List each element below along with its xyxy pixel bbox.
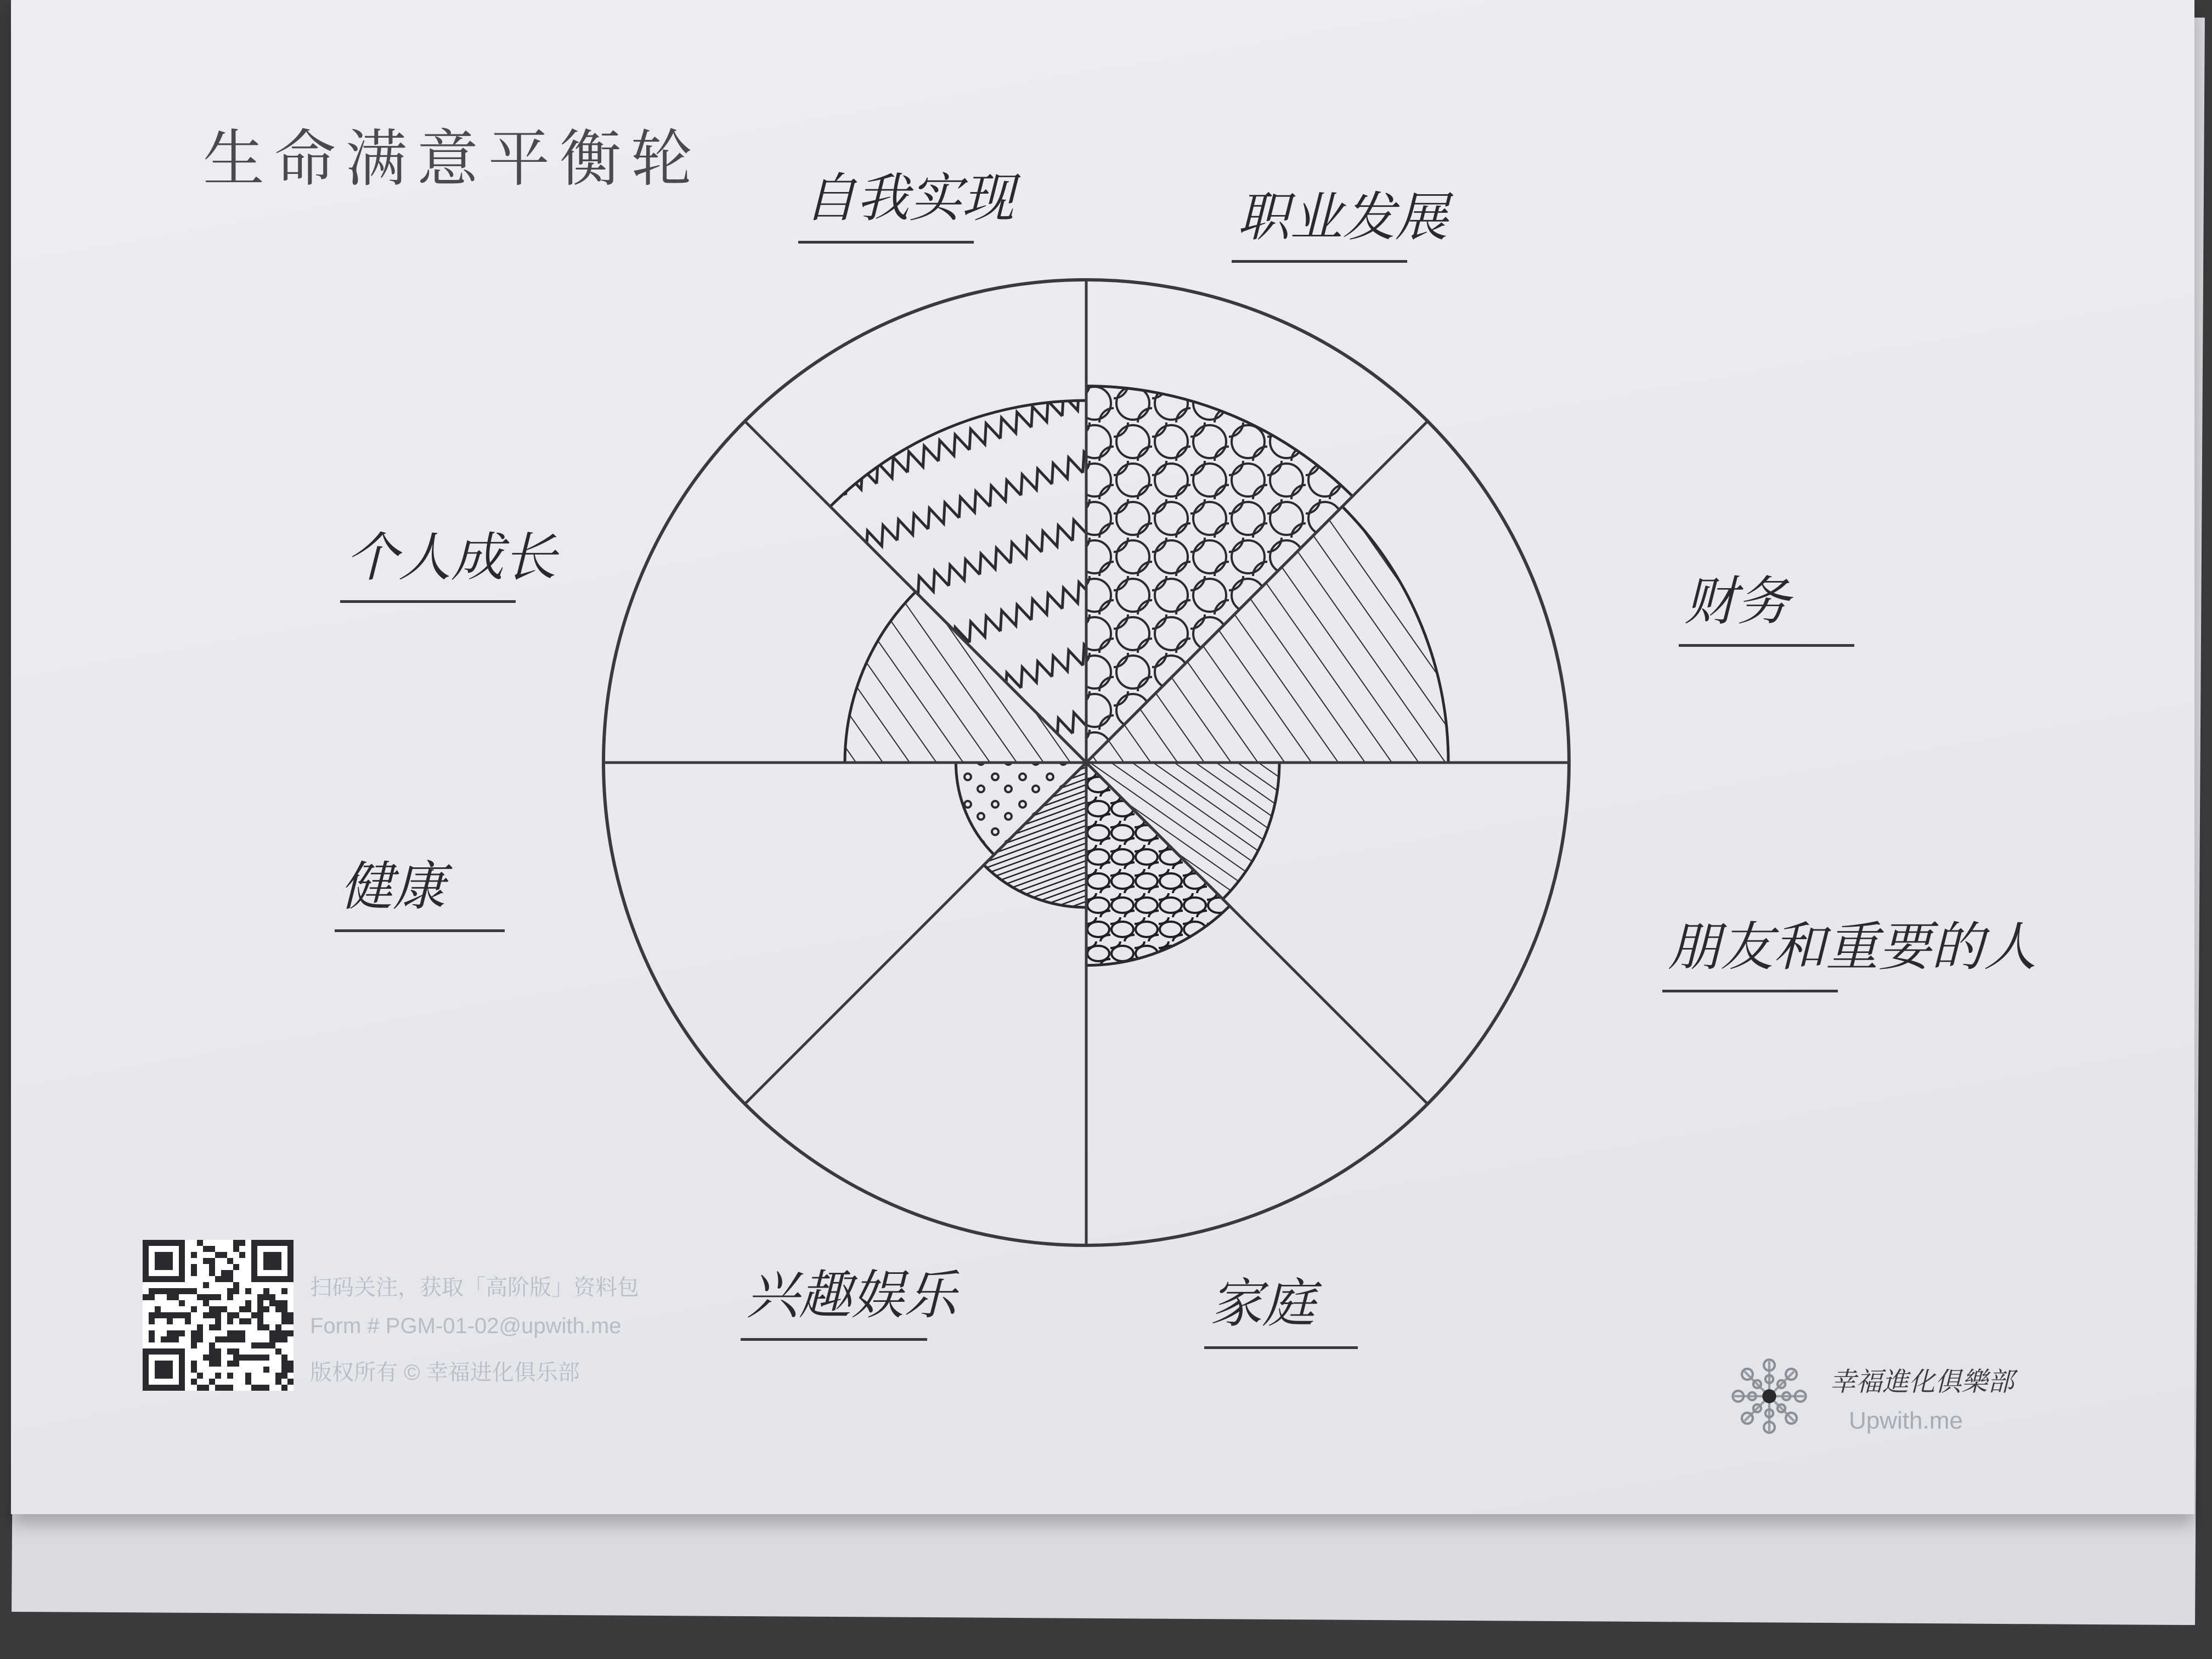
segment-label-friends: 朋友和重要的人 [1668, 905, 2036, 980]
segment-label-health: 健康 [340, 845, 445, 920]
brand-name-cn: 幸福進化俱樂部 [1830, 1367, 2015, 1397]
footer-copyright: 版权所有 © 幸福进化俱乐部 [310, 1361, 580, 1385]
segment-label-self-actualization: 自我实现 [804, 156, 1014, 232]
segment-label-finance: 财务 [1684, 560, 1790, 635]
footer-scan-text: 扫码关注，获取「高阶版」资料包 [310, 1276, 639, 1300]
snowflake-logo-icon [1723, 1350, 1816, 1443]
segment-label-family: 家庭 [1210, 1262, 1315, 1337]
wheel-spoke [745, 763, 1086, 1104]
segment-label-personal-growth: 个人成长 [346, 516, 556, 591]
segment-label-hobbies: 兴趣娱乐 [746, 1254, 957, 1329]
qr-code-icon [143, 1240, 294, 1391]
segment-label-career: 职业发展 [1237, 176, 1448, 251]
footer-form-number: Form # PGM-01-02@upwith.me [310, 1314, 622, 1338]
page-title: 生命满意平衡轮 [203, 123, 702, 195]
brand-name-en: Upwith.me [1849, 1407, 1963, 1434]
